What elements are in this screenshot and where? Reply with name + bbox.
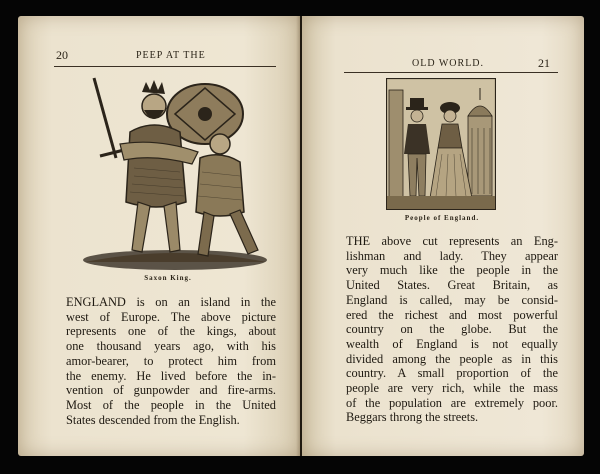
left-body-text [66, 295, 276, 427]
right-line-4: United States. Great Britain, as [346, 278, 558, 293]
left-page-number: 20 [56, 48, 68, 62]
right-line-12: of the population are extremely poor. [346, 395, 558, 410]
saxon-king-illustration [80, 72, 270, 272]
left-page [18, 16, 300, 456]
left-line-7: vention of gunpowder and fire-arms. [66, 383, 276, 398]
right-line-2: lishman and lady. They appear [346, 248, 558, 263]
right-caption: People of England. [404, 214, 480, 222]
right-line-8: wealth of England is not equally [346, 336, 558, 351]
left-line-1: is on an island in the [125, 295, 276, 309]
left-line-9: States descended from the English. [66, 412, 240, 427]
left-line-8: Most of the people in the United [66, 397, 276, 412]
right-line-5: England is called, may be consid- [346, 292, 558, 307]
right-lead-word: THE [346, 234, 371, 248]
right-line-6: ered the richest and most powerful [346, 307, 558, 322]
open-book [12, 16, 588, 456]
right-line-13: Beggars throng the streets. [346, 410, 479, 425]
left-line-2: west of Europe. The above picture [66, 309, 276, 324]
left-line-3: represents one of the kings, about [66, 324, 276, 339]
left-line-6: the enemy. He lived before the in- [66, 368, 276, 383]
right-page-number: 21 [538, 56, 550, 70]
right-line-9: divided among the people as in this [346, 351, 558, 366]
right-line-11: people are very rich, while the mass [346, 381, 558, 396]
right-page [302, 16, 584, 456]
left-line-4: one thousand years ago, with his [66, 339, 276, 354]
right-line-3: very much like the people in the [346, 263, 558, 278]
left-line-5: amor-bearer, to protect him from [66, 353, 276, 368]
right-line-10: country. A small proportion of the [346, 366, 558, 381]
right-body-text [346, 234, 558, 425]
right-line-1: above cut represents an Eng- [370, 234, 558, 248]
left-running-head: PEEP AT THE [136, 50, 206, 61]
right-line-7: country on the globe. But the [346, 322, 558, 337]
right-running-head: OLD WORLD. [412, 58, 485, 69]
people-of-england-illustration [386, 78, 496, 210]
left-lead-word: ENGLAND [66, 295, 126, 309]
left-caption: Saxon King. [144, 274, 192, 282]
right-header-rule [344, 72, 558, 73]
left-header-rule [54, 66, 276, 67]
